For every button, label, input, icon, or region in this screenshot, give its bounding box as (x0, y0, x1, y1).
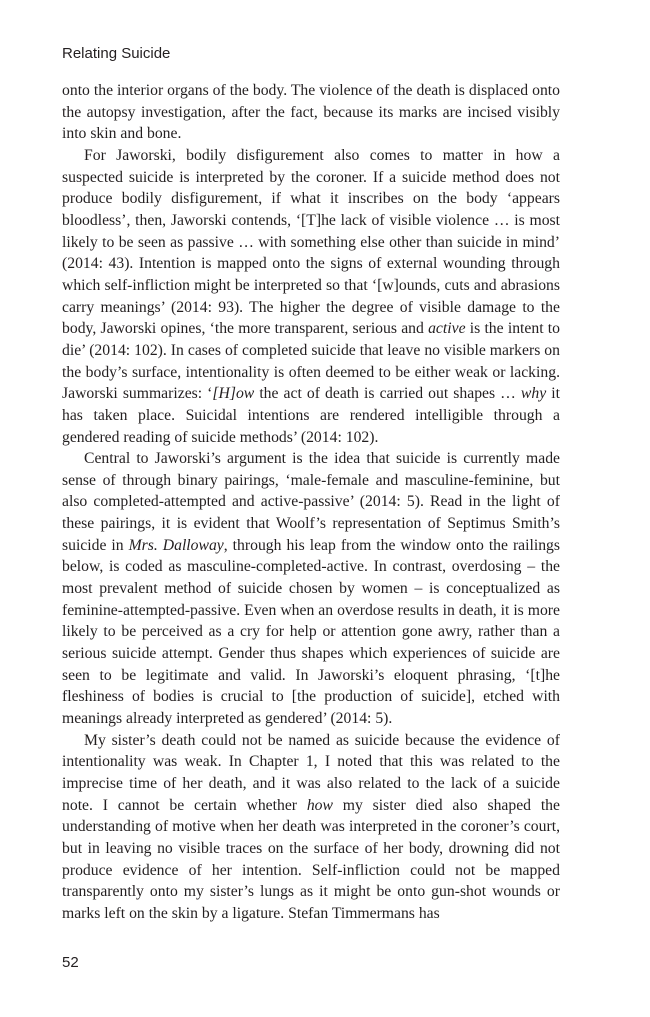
page-number: 52 (62, 954, 79, 971)
paragraph (62, 448, 560, 730)
text-span: my sister died also shaped the understanding of motive when her death was interpreted in the coroner’s court, but in leaving no visible traces on the surface of her body, drowning did not produce evidence of her intention. Self-infliction could not be mapped transparently onto my sister’s lungs as it might be onto gun-shot wounds or marks left on the skin by a ligature. Stefan Timmermans has (62, 796, 560, 922)
text-span: onto the interior organs of the body. The violence of the death is displaced onto the autopsy investigation, after the fact, because its marks are incised visibly into skin and bone. (62, 82, 560, 143)
running-header-title: Relating Suicide (62, 45, 171, 62)
paragraph (62, 730, 560, 925)
italic-text: how (306, 796, 333, 814)
text-span: is the intent to die’ (2014: 102). In cases of completed suicide that leave no visible markers on the body’s surface, intentionality is often deemed to be either weak or lacking. Jaworski summarizes: ‘ (62, 320, 560, 403)
text-span: , through his leap from the window onto the railings below, is coded as masculine-completed-active. In contrast, overdosing – the most prevalent method of suicide chosen by women – is conceptualized as feminine-attempted-passive. Even when an overdose results in death, it is more likely to be perceived as a cry for help or attention gone awry, rather than a serious suicide attempt. Gender thus shapes which experiences of suicide are seen to be legitimate and valid. In Jaworski’s eloquent phrasing, ‘[t]he fleshiness of bodies is crucial to [the production of suicide], etched with meanings already interpreted as gendered’ (2014: 5). (62, 536, 561, 728)
italic-text: Mrs. Dalloway (128, 536, 224, 554)
paragraph (62, 80, 560, 145)
text-span: Central to Jaworski’s argument is the idea that suicide is currently made sense of through binary pairings, ‘male-female and masculine-feminine, but also completed-attempted and active-passive’ (2014: 5). Read in the light of these pairings, it is evident that Woolf’s representation of Septimus Smith’s suicide in (62, 450, 560, 554)
italic-text: why (520, 385, 547, 403)
text-span: it has taken place. Suicidal intentions are rendered intelligible through a gendered reading of suicide methods’ (2014: 102). (62, 385, 560, 446)
paragraph (62, 145, 560, 448)
text-span: the act of death is carried out shapes … (254, 385, 521, 403)
italic-text: active (428, 320, 466, 338)
text-span: My sister’s death could not be named as suicide because the evidence of intentionality was weak. In Chapter 1, I noted that this was related to the imprecise time of her death, and it was also related to the lack of a suicide note. I cannot be certain whether (62, 731, 560, 814)
body-text (62, 80, 560, 925)
text-span: For Jaworski, bodily disfigurement also comes to matter in how a suspected suicide is interpreted by the coroner. If a suicide method does not produce bodily disfigurement, if what it inscribes on the body ‘appears bloodless’, then, Jaworski contends, ‘[T]he lack of visible violence … is most likely to be seen as passive … with something else other than suicide in mind’ (2014: 43). Intention is mapped onto the signs of external wounding through which self-infliction might be interpreted so that ‘[w]ounds, cuts and abrasions carry meanings’ (2014: 93). The higher the degree of visible damage to the body, Jaworski opines, ‘the more transparent, serious and (62, 146, 560, 338)
italic-text: [H]ow (212, 385, 255, 403)
